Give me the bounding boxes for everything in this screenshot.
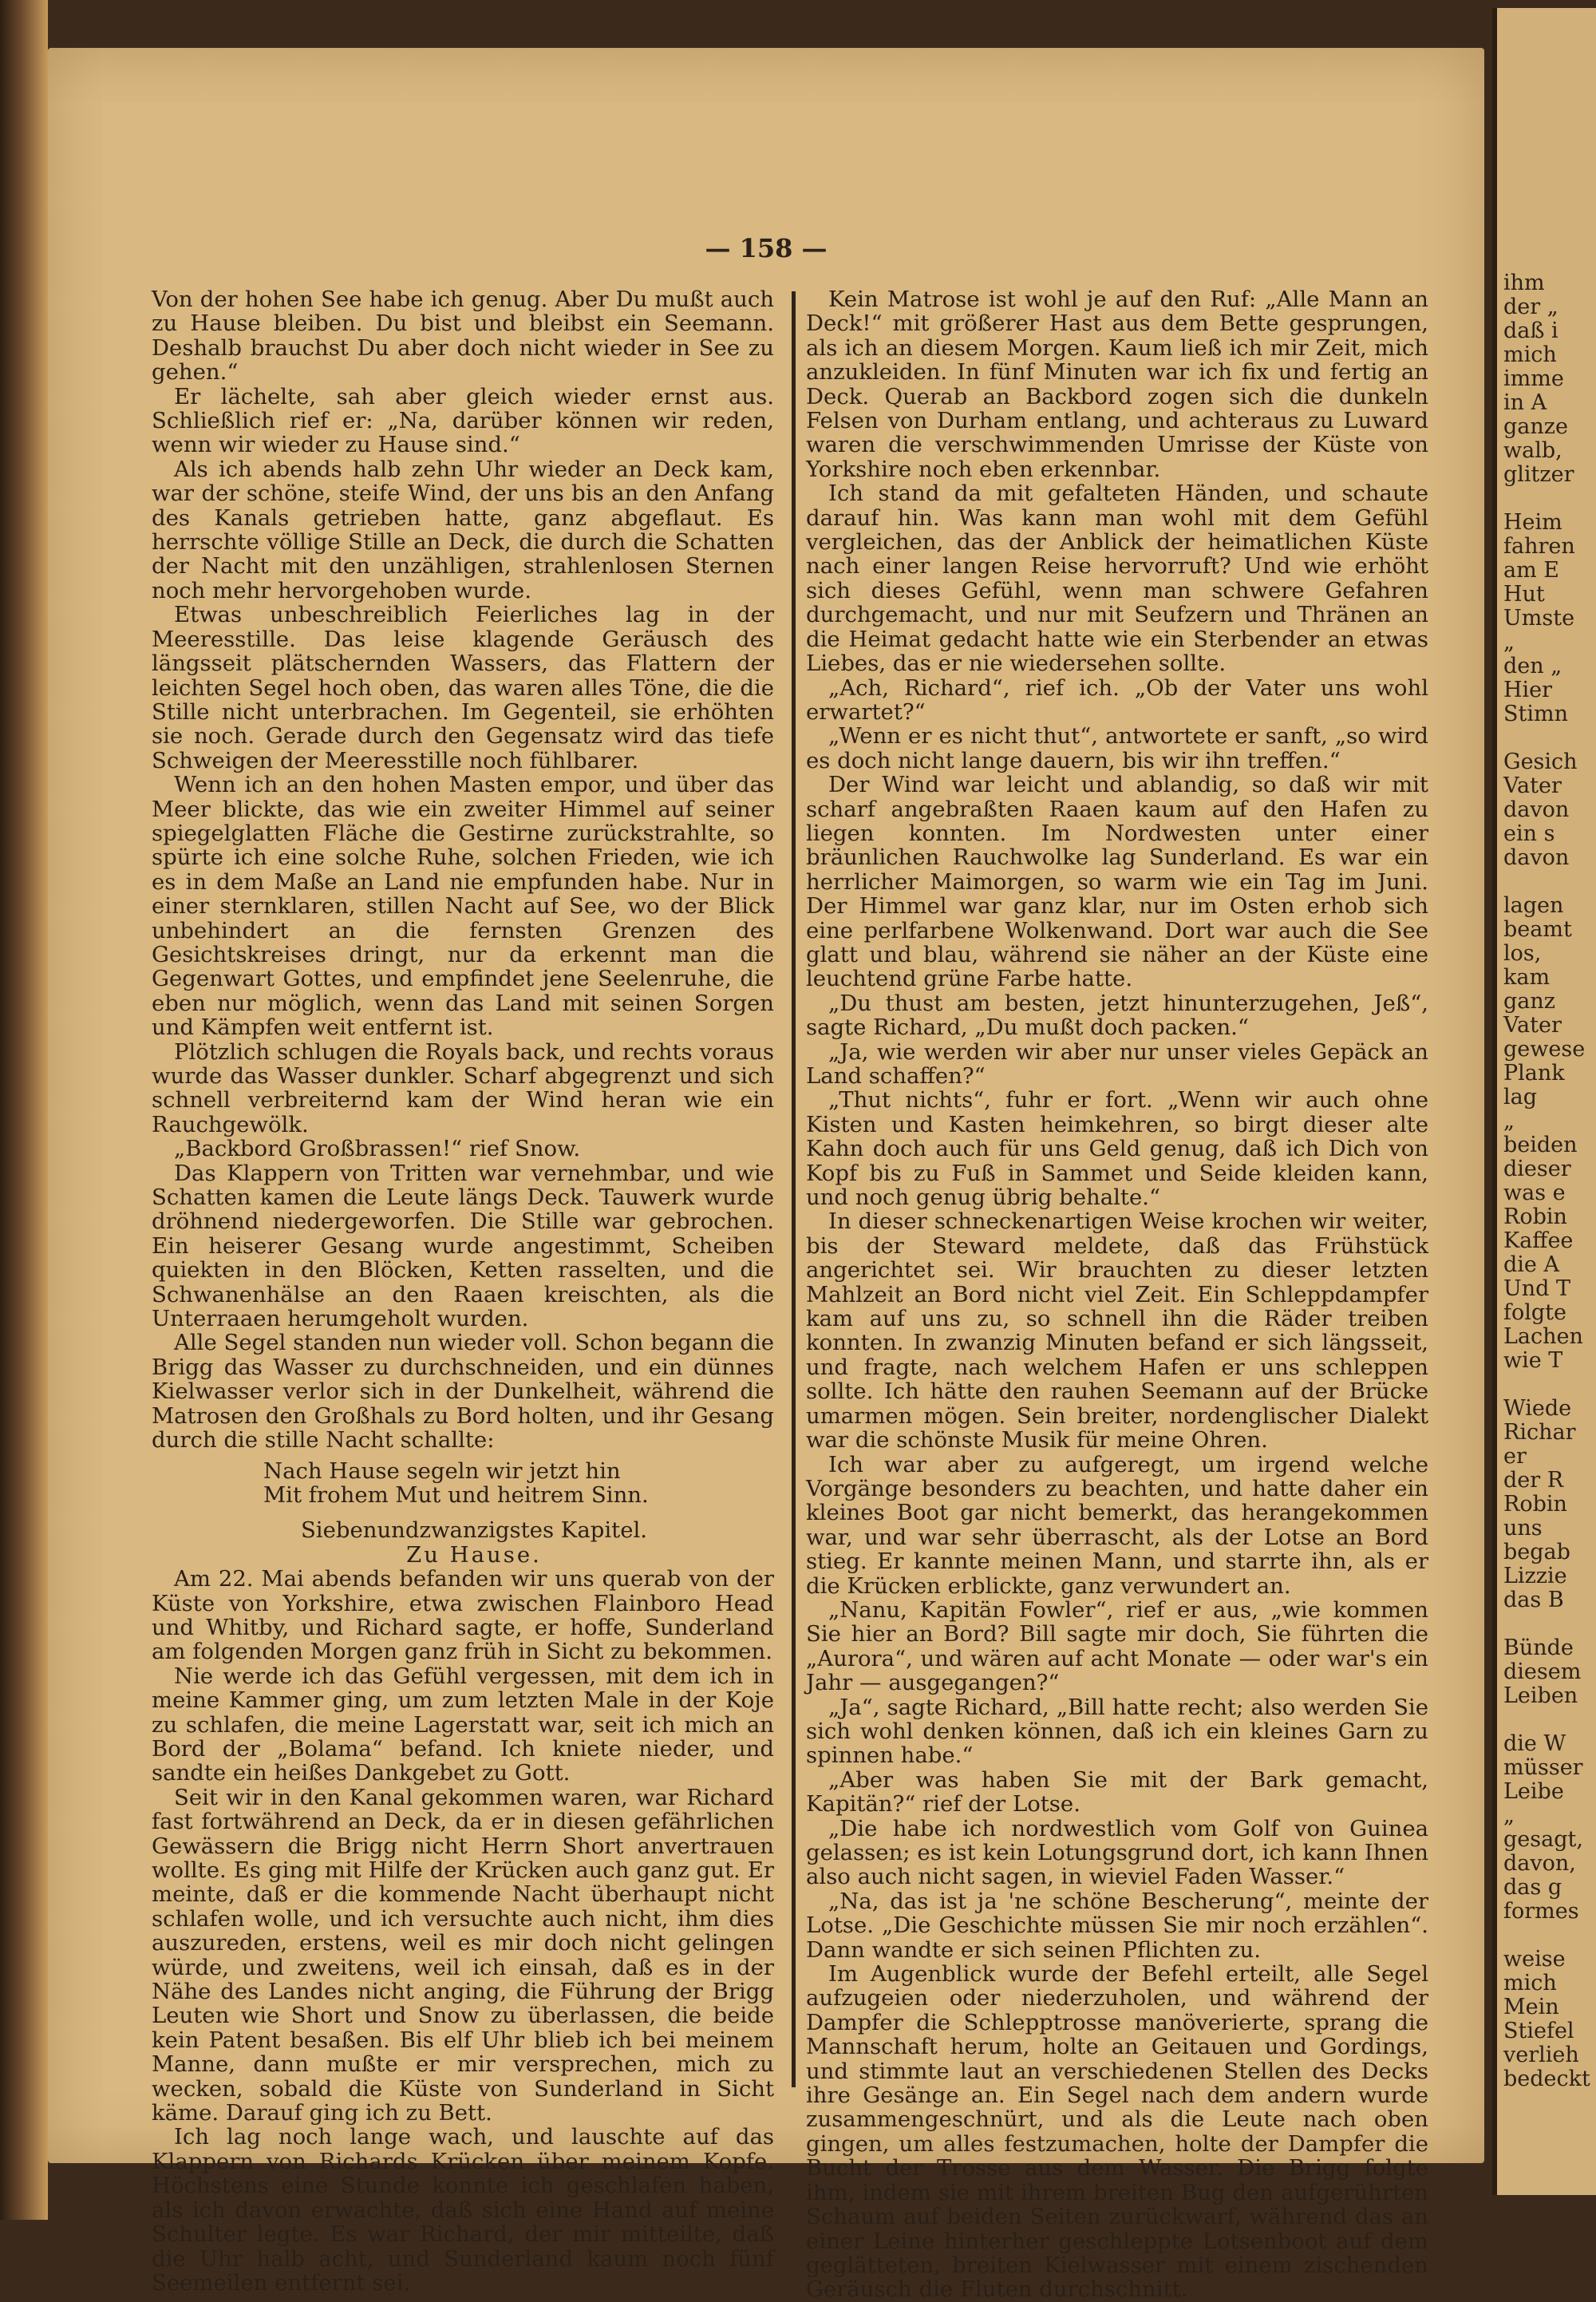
paragraph: „Aber was haben Sie mit der Bark gemacht, Kapitän?“ rief der Lotse. (806, 1766, 1428, 1817)
chapter-title: Siebenundzwanzigstes Kapitel. (300, 1517, 648, 1544)
book-left-edge (0, 0, 48, 2220)
adjacent-page-fragment: Stiefel (1503, 2019, 1574, 2043)
paragraph: Im Augenblick wurde der Befehl erteilt, alle Segel aufzugeien oder niederzuholen, und während der Dampfer die Schlepptrosse manöverierte, sprang die Mannschaft herum, holte an Geitauen und Gordings, und stimmte laut an verschiedenen Stellen des Decks ihre Gesänge an. Ein Segel nach dem andern wurde zusammengeschnürt, und als die Leute nach oben gingen, um alles festzumachen, holte der Dampfer die Bucht der Trosse aus dem Wasser. Die Brigg folgte ihm, indem sie mit ihrem breiten Bug den aufgerührten Schaum auf beiden Seiten zurückwarf, während das an einer Leine hinterher geschleppte Lotsenboot auf dem geglätteten, breiten Kielwasser mit einem zischenden Geräusch die Fluten durchschnitt. (806, 1961, 1428, 2302)
adjacent-page-fragment: Plank (1503, 1061, 1565, 1086)
paragraph: Kein Matrose ist wohl je auf den Ruf: „Alle Mann an Deck!“ mit größerer Hast aus dem Bette gesprungen, als ich an diesem Morgen. Kaum ließ ich mir Zeit, mich anzukleiden. In fünf Minuten war ich fix und fertig an Deck. Querab an Backbord zogen sich die dunkeln Felsen von Durham entlang, und achteraus zu Luward waren die verschwimmenden Umrisse der Küste von Yorkshire noch eben erkennbar. (806, 287, 1428, 482)
paragraph: Das Klappern von Tritten war vernehmbar, und wie Schatten kamen die Leute längs Deck. Tauwerk wurde dröhnend niedergeworfen. Die Stille war gebrochen. Ein heiserer Gesang wurde angestimmt, Scheiben quiekten in den Blöcken, Ketten rasselten, und die Schwanenhälse an den Raaen kreischten, als die Unterraaen herumgeholt wurden. (152, 1160, 774, 1332)
adjacent-page-edge (1492, 8, 1596, 2195)
adjacent-page-fragment: Lachen (1503, 1324, 1583, 1349)
column-divider (792, 291, 796, 2087)
adjacent-page-fragment (1497, 1708, 1596, 1732)
paragraph: „Ja, wie werden wir aber nur unser vieles Gepäck an Land schaffen?“ (806, 1038, 1428, 1089)
adjacent-page-fragment: lag (1503, 1085, 1538, 1109)
page-number: — 158 — (705, 233, 828, 263)
paragraph: „Die habe ich nordwestlich vom Golf von Guinea gelassen; es ist kein Lotungsgrund dort, ich kann Ihnen also auch nicht sagen, in wieviel Faden Wasser.“ (806, 1815, 1428, 1890)
adjacent-page-fragment: weise (1503, 1947, 1566, 1972)
adjacent-page-fragment: das B (1503, 1588, 1564, 1612)
adjacent-page-fragment: lagen (1503, 893, 1564, 918)
adjacent-page-fragment: in A (1503, 390, 1547, 415)
adjacent-page-fragment: uns (1503, 1516, 1543, 1541)
adjacent-page-fragment: was e (1503, 1181, 1566, 1205)
paragraph: Ich lag noch lange wach, und lauschte auf das Klappern von Richards Krücken über meinem Kopfe. Höchstens eine Stunde konnte ich geschlafen haben, als ich davon erwachte, daß sich eine Hand auf meine Schulter legte. Es war Richard, der mir mitteilte, daß die Uhr halb acht, und Sunderland kaum noch fünf Seemeilen entfernt sei. (152, 2124, 774, 2296)
adjacent-page-fragment: bedeckt (1503, 2067, 1590, 2091)
adjacent-page-fragment: fahren (1503, 534, 1575, 559)
adjacent-page-fragment: verlieh (1503, 2043, 1579, 2067)
adjacent-page-fragment: Vater (1503, 1013, 1562, 1038)
paragraph: Alle Segel standen nun wieder voll. Schon begann die Brigg das Wasser zu durchschneiden, und ein dünnes Kielwasser verlor sich in der Dunkelheit, während die Matrosen den Großhals zu Bord holten, und ihr Gesang durch die stille Nacht schallte: (152, 1330, 774, 1454)
adjacent-page-fragment: Umste (1503, 606, 1575, 631)
paragraph: Ich stand da mit gefalteten Händen, und schaute darauf hin. Was kann man wohl mit dem Gefühl vergleichen, das der Anblick der heimatlichen Küste nach einer langen Reise hervorruft? Und wie erhöht sich dieses Gefühl, wenn man schwere Gefahren durchgemacht, und nur mit Seufzern und Thränen an die Heimat gedacht hatte wie ein Sterbender an etwas Liebes, das er nie wiedersehen sollte. (806, 481, 1428, 677)
adjacent-page-fragment: diesem (1503, 1659, 1582, 1684)
adjacent-page-fragment: davon, (1503, 1851, 1576, 1876)
adjacent-page-fragment: Und T (1503, 1276, 1571, 1301)
adjacent-page-fragment: los, (1503, 941, 1542, 966)
adjacent-page-lines (1497, 8, 1596, 2091)
paragraph: Von der hohen See habe ich genug. Aber Du mußt auch zu Hause bleiben. Du bist und bleibst ein Seemann. Deshalb brauchst Du aber doch nicht wieder in See zu gehen.“ (152, 287, 774, 386)
adjacent-page-fragment: der R (1503, 1468, 1564, 1493)
adjacent-page-fragment: „ (1503, 1803, 1515, 1828)
adjacent-page-fragment: müsser (1503, 1755, 1583, 1780)
adjacent-page-fragment: mich (1503, 342, 1557, 367)
adjacent-page-fragment: formes (1503, 1899, 1579, 1924)
adjacent-page-fragment: den „ (1503, 654, 1562, 678)
adjacent-page-fragment: walb, (1503, 438, 1562, 463)
adjacent-page-fragment (1497, 487, 1596, 511)
adjacent-page-fragment: wie T (1503, 1348, 1563, 1373)
adjacent-page-fragment: Robin (1503, 1204, 1567, 1229)
adjacent-page-fragment: am E (1503, 558, 1559, 583)
adjacent-page-fragment: ein s (1503, 821, 1555, 846)
verse-line: Mit frohem Mut und heitrem Sinn. (263, 1481, 649, 1508)
adjacent-page-fragment: imme (1503, 366, 1564, 391)
adjacent-page-fragment: „ (1503, 630, 1515, 655)
left-paragraphs-before (152, 287, 774, 1453)
verse-line: Nach Hause segeln wir jetzt hin (263, 1458, 621, 1484)
paragraph: „Ja“, sagte Richard, „Bill hatte recht; also werden Sie sich wohl denken können, daß ich ein kleines Garn zu spinnen habe.“ (806, 1694, 1428, 1769)
adjacent-page-fragment: folgte (1503, 1300, 1566, 1325)
adjacent-page-fragment: Leiben (1503, 1683, 1578, 1708)
paragraph: „Backbord Großbrassen!“ rief Snow. (174, 1136, 581, 1162)
adjacent-page-fragment: kam (1503, 965, 1551, 990)
left-paragraphs-after (152, 1567, 774, 2295)
adjacent-page-fragment: er (1503, 1444, 1527, 1469)
adjacent-page-fragment (1497, 1924, 1596, 1948)
adjacent-page-fragment: beamt (1503, 917, 1572, 942)
right-column (806, 287, 1428, 2302)
adjacent-page-fragment: Bünde (1503, 1636, 1574, 1660)
adjacent-page-fragment: Stimn (1503, 702, 1568, 726)
paragraph: „Du thust am besten, jetzt hinunterzugehen, Jeß“, sagte Richard, „Du mußt doch packen.“ (806, 990, 1428, 1041)
adjacent-page-fragment: die A (1503, 1252, 1559, 1277)
adjacent-page-fragment: Heim (1503, 510, 1562, 535)
paragraph: Ich war aber zu aufgeregt, um irgend welche Vorgänge besonders zu beachten, und hatte daher ein kleines Boot gar nicht bemerkt, das herangekommen war, und war sehr überrascht, als der Lotse an Bord stieg. Er kannte meinen Mann, und starrte ihn, als er die Krücken erblickte, ganz verwundert an. (806, 1451, 1428, 1599)
adjacent-page-fragment: „ (1503, 1109, 1515, 1133)
adjacent-page-fragment: Lizzie (1503, 1564, 1567, 1588)
adjacent-page-fragment: glitzer (1503, 462, 1574, 487)
paragraph: Etwas unbeschreiblich Feierliches lag in der Meeresstille. Das leise klagende Geräusch des längsseit plätschernden Wassers, das Flattern der leichten Segel hoch oben, das waren alles Töne, die die Stille nicht unterbrachen. Im Gegenteil, sie erhöhten sie noch. Gerade durch den Gegensatz wird das tiefe Schweigen der Meeresstille noch fühlbarer. (152, 602, 774, 773)
paragraph: Er lächelte, sah aber gleich wieder ernst aus. Schließlich rief er: „Na, darüber können wir reden, wenn wir wieder zu Hause sind.“ (152, 383, 774, 458)
adjacent-page-fragment: Hier (1503, 678, 1553, 702)
book-page (48, 48, 1484, 2302)
left-column (152, 287, 774, 2295)
paragraph: Wenn ich an den hohen Masten empor, und über das Meer blickte, das wie ein zweiter Himmel auf seiner spiegelglatten Fläche die Gestirne zurückstrahlte, so spürte ich eine solche Ruhe, solchen Frieden, wie ich es in dem Maße an Land nie empfunden habe. Nur in einer sternklaren, stillen Nacht auf See, wo der Blick unbehindert an die fernsten Grenzen des Gesichtskreises dringt, nur da erkennt man die Gegenwart Gottes, und empfindet jene Seelenruhe, die eben nur möglich, wenn das Land mit seinen Sorgen und Kämpfen weit entfernt ist. (152, 772, 774, 1041)
adjacent-page-fragment: dieser (1503, 1157, 1571, 1181)
chapter-subtitle: Zu Hause. (406, 1541, 542, 1568)
adjacent-page-fragment: die W (1503, 1731, 1566, 1756)
adjacent-page-fragment: daß i (1503, 318, 1558, 343)
adjacent-page-fragment: der „ (1503, 295, 1558, 319)
adjacent-page-fragment: Gesich (1503, 750, 1578, 774)
paragraph: „Wenn er es nicht thut“, antwortete er sanft, „so wird es doch nicht lange dauern, bis wir ihn treffen.“ (806, 723, 1428, 773)
paragraph: „Nanu, Kapitän Fowler“, rief er aus, „wie kommen Sie hier an Bord? Bill sagte mir doch, Sie führten die „Aurora“, und wären auf acht Monate — oder war's ein Jahr — ausgegangen?“ (806, 1596, 1428, 1696)
paragraph: Nie werde ich das Gefühl vergessen, mit dem ich in meine Kammer ging, um zum letzten Male in der Koje zu schlafen, die meine Lagerstatt war, seit ich mich an Bord der „Bolama“ befand. Ich kniete nieder, und sandte ein heißes Dankgebet zu Gott. (152, 1663, 774, 1786)
song-verse (263, 1459, 774, 1508)
paragraph: Seit wir in den Kanal gekommen waren, war Richard fast fortwährend an Deck, da er in diesen gefährlichen Gewässern die Brigg nicht Herrn Short anvertrauen wollte. Es ging mit Hilfe der Krücken auch ganz gut. Er meinte, daß er die kommende Nacht überhaupt nicht schlafen wolle, und ich versuchte auch nicht, ihm dies auszureden, erstens, weil es mir doch nicht gelingen würde, und zweitens, weil ich einsah, daß es in der Nähe des Landes nicht anging, die Führung der Brigg Leuten wie Short und Snow zu überlassen, die beide kein Patent besaßen. Bis elf Uhr blieb ich bei meinem Manne, dann mußte er mir versprechen, mich zu wecken, sobald die Küste von Sunderland in Sicht käme. Darauf ging ich zu Bett. (152, 1784, 774, 2126)
adjacent-page-fragment: begab (1503, 1540, 1570, 1564)
paragraph: „Na, das ist ja 'ne schöne Bescherung“, meinte der Lotse. „Die Geschichte müssen Sie mir noch erzählen“. Dann wandte er sich seinen Pflichten zu. (806, 1888, 1428, 1963)
adjacent-page-fragment (1497, 870, 1596, 894)
adjacent-page-fragment: mich (1503, 1971, 1557, 1995)
adjacent-page-fragment: davon (1503, 845, 1570, 870)
adjacent-page-fragment: Vater (1503, 773, 1562, 798)
adjacent-page-fragment: Mein (1503, 1995, 1559, 2019)
adjacent-page-fragment: ihm (1503, 271, 1545, 295)
paragraph: „Ach, Richard“, rief ich. „Ob der Vater uns wohl erwartet?“ (806, 674, 1428, 725)
adjacent-page-fragment: gewese (1503, 1037, 1586, 1062)
adjacent-page-fragment (1497, 1373, 1596, 1397)
adjacent-page-fragment: ganz (1503, 989, 1555, 1014)
adjacent-page-fragment: ganze (1503, 414, 1568, 439)
paragraph: Am 22. Mai abends befanden wir uns querab von der Küste von Yorkshire, etwa zwischen Flainboro Head und Whitby, und Richard sagte, er hoffe, Sunderland am folgenden Morgen ganz früh in Sicht zu bekommen. (152, 1566, 774, 1665)
adjacent-page-fragment: beiden (1503, 1133, 1578, 1157)
adjacent-page-fragment: davon (1503, 797, 1570, 822)
adjacent-page-fragment: gesagt, (1503, 1827, 1583, 1852)
adjacent-page-fragment (1497, 247, 1596, 271)
paragraph: „Thut nichts“, fuhr er fort. „Wenn wir auch ohne Kisten und Kasten heimkehren, so birgt dieser alte Kahn doch auch für uns Geld genug, daß ich Dich von Kopf bis zu Fuß in Sammet und Seide kleiden kann, und noch genug übrig behalte.“ (806, 1087, 1428, 1211)
paragraph: Der Wind war leicht und ablandig, so daß wir mit scharf angebraßten Raaen kaum auf den Hafen zu liegen konnten. Im Nordwesten unter einer bräunlichen Rauchwolke lag Sunderland. Es war ein herrlicher Maimorgen, so warm wie ein Tag im Juni. Der Himmel war ganz klar, nur im Osten erhob sich eine perlfarbene Wolkenwand. Dort war auch die See glatt und blau, während sie näher an der Küste eine leuchtend grüne Farbe hatte. (806, 772, 1428, 992)
paragraph: Plötzlich schlugen die Royals back, und rechts voraus wurde das Wasser dunkler. Scharf abgegrenzt und sich schnell verbreiternd kam der Wind heran wie ein Rauchgewölk. (152, 1038, 774, 1137)
paragraph: Als ich abends halb zehn Uhr wieder an Deck kam, war der schöne, steife Wind, der uns bis an den Anfang des Kanals getrieben hatte, ganz abgeflaut. Es herrschte völlige Stille an Deck, die durch die Schatten der Nacht mit den unzähligen, strahlenlosen Sternen noch mehr hervorgehoben wurde. (152, 456, 774, 603)
adjacent-page-fragment (1497, 1612, 1596, 1636)
adjacent-page-fragment (1497, 726, 1596, 750)
adjacent-page-fragment: Hut (1503, 582, 1545, 607)
adjacent-page-fragment: Leibe (1503, 1779, 1564, 1804)
adjacent-page-fragment: Wiede (1503, 1396, 1572, 1421)
right-paragraphs (806, 287, 1428, 2302)
adjacent-page-fragment: das g (1503, 1875, 1562, 1900)
adjacent-page-fragment: Kaffee (1503, 1228, 1574, 1253)
adjacent-page-fragment: Robin (1503, 1492, 1567, 1517)
adjacent-page-fragment: Richar (1503, 1420, 1576, 1445)
paragraph: In dieser schneckenartigen Weise krochen wir weiter, bis der Steward meldete, daß das Frühstück angerichtet sei. Wir brauchten zu dieser letzten Mahlzeit an Bord nicht viel Zeit. Ein Schleppdampfer kam auf uns zu, so schnell ihn die Räder treiben konnten. In zwanzig Minuten befand er sich längsseit, und fragte, nach welchem Hafen er uns schleppen sollte. Ich hätte den rauhen Seemann auf der Brücke umarmen mögen. Sein breiter, nordenglischer Dialekt war die schönste Musik für meine Ohren. (806, 1208, 1428, 1454)
